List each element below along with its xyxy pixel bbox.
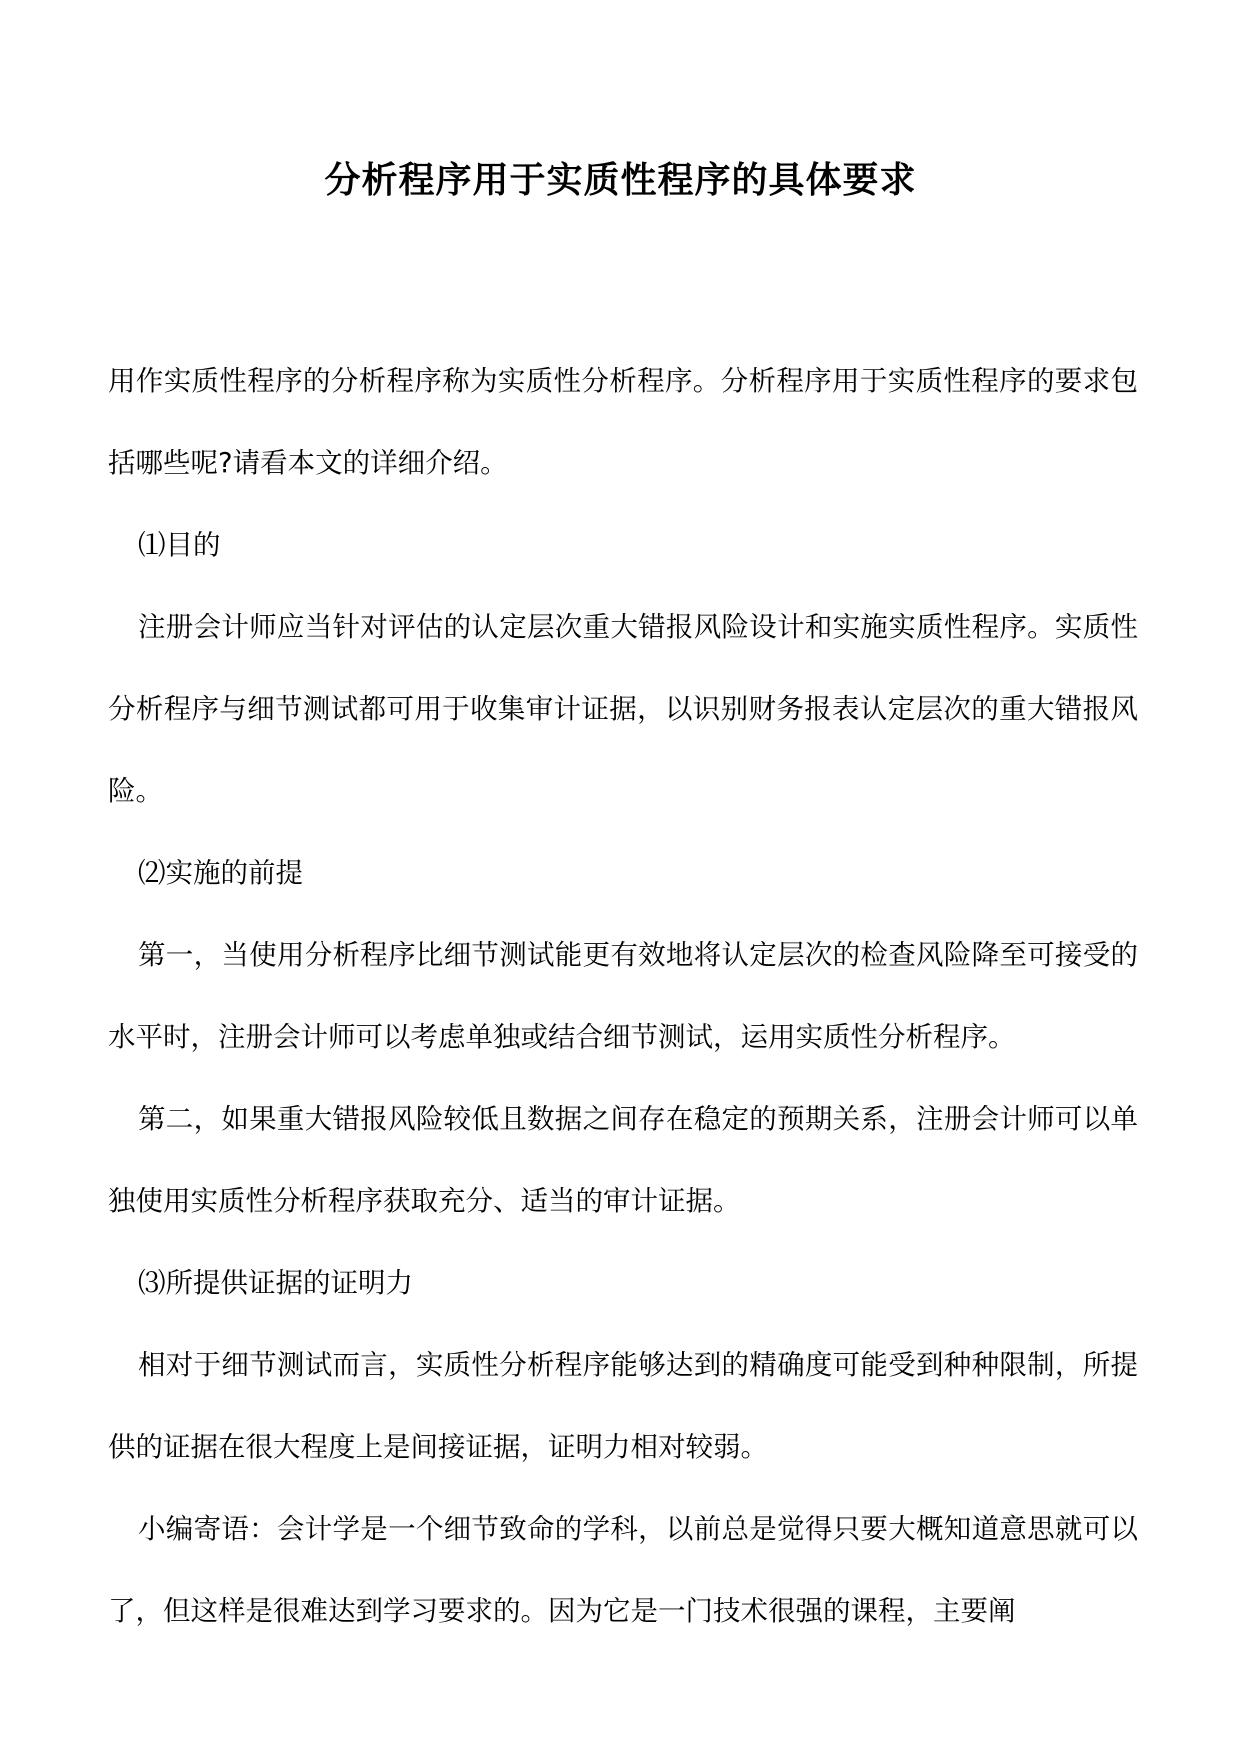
paragraph-second: 第二，如果重大错报风险较低且数据之间存在稳定的预期关系，注册会计师可以单独使用实质性分析程序获取充分、适当的审计证据。 [108, 1103, 1138, 1217]
document-title: 分析程序用于实质性程序的具体要求 [324, 159, 917, 201]
paragraph-purpose: 注册会计师应当针对评估的认定层次重大错报风险设计和实施实质性程序。实质性分析程序与细节测试都可用于收集审计证据，以识别财务报表认定层次的重大错报风险。 [108, 611, 1138, 807]
paragraph-evidence: 相对于细节测试而言，实质性分析程序能够达到的精确度可能受到种种限制，所提供的证据在很大程度上是间接证据，证明力相对较弱。 [108, 1349, 1138, 1463]
document-body [108, 340, 1138, 1652]
paragraph-editor-note: 小编寄语：会计学是一个细节致命的学科，以前总是觉得只要大概知道意思就可以了，但这样是很难达到学习要求的。因为它是一门技术很强的课程，主要阐 [108, 1513, 1138, 1627]
paragraph-first: 第一，当使用分析程序比细节测试能更有效地将认定层次的检查风险降至可接受的水平时，注册会计师可以考虑单独或结合细节测试，运用实质性分析程序。 [108, 939, 1138, 1053]
section-heading-evidence: ⑶所提供证据的证明力 [138, 1267, 413, 1299]
section-heading-prerequisite: ⑵实施的前提 [138, 857, 303, 889]
section-heading-purpose: ⑴目的 [138, 529, 221, 561]
intro-paragraph: 用作实质性程序的分析程序称为实质性分析程序。分析程序用于实质性程序的要求包括哪些呢?请看本文的详细介绍。 [108, 365, 1138, 479]
